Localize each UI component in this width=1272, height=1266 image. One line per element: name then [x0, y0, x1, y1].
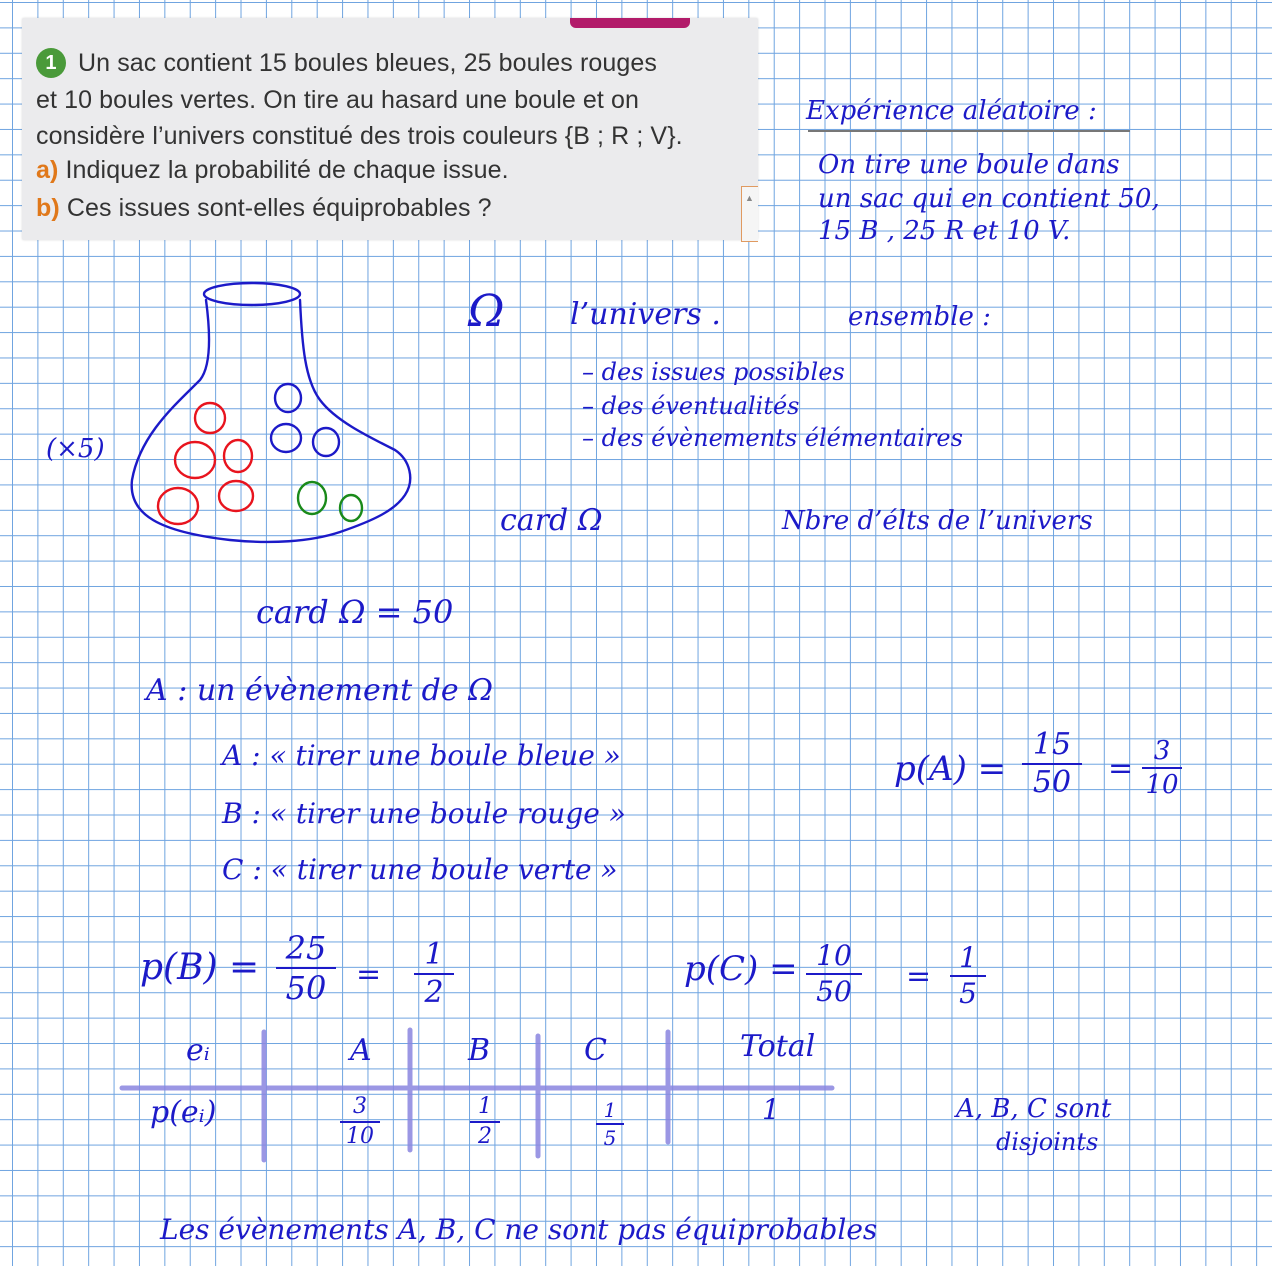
- equals-sign: =: [1108, 751, 1134, 786]
- bullet-evenements: – des évènements élémentaires: [582, 424, 963, 452]
- pC-lhs: p(C) =: [684, 949, 798, 989]
- exercise-question-a: a) Indiquez la probabilité de chaque issue.: [36, 156, 509, 184]
- red-ball: [158, 488, 198, 524]
- red-ball: [224, 440, 252, 472]
- green-ball: [340, 495, 362, 521]
- blue-ball: [275, 384, 301, 412]
- pB-lhs: p(B) =: [140, 947, 260, 988]
- pA-simplified: 3 10: [1142, 738, 1182, 798]
- event-A: A : « tirer une boule bleue »: [222, 739, 621, 772]
- pB-fraction: 25 50: [276, 932, 336, 1004]
- equals-sign: =: [906, 959, 932, 994]
- exercise-excerpt: [22, 18, 758, 240]
- table-col-total-head: Total: [740, 1029, 816, 1064]
- bag-outline: [132, 300, 411, 542]
- card-definition: Nbre d’élts de l’univers: [782, 506, 1093, 536]
- multiplier-note: (×5): [46, 434, 105, 464]
- experience-line-3: 15 B , 25 R et 10 V.: [818, 216, 1071, 246]
- exercise-line-3: considère l’univers constitué des trois couleurs {B ; R ; V}.: [36, 122, 683, 150]
- bag-opening: [204, 283, 300, 305]
- excerpt-header-tab: [570, 18, 690, 28]
- table-header-pei: p(eᵢ): [150, 1095, 217, 1130]
- bullet-eventualites: – des éventualités: [582, 392, 800, 420]
- exercise-number-badge: 1: [36, 48, 66, 78]
- table-pC: 1 5: [596, 1100, 624, 1148]
- table-col-A-head: A: [350, 1033, 372, 1068]
- event-B: B : « tirer une boule rouge »: [222, 797, 626, 830]
- conclusion: Les évènements A, B, C ne sont pas équiprobables: [160, 1213, 878, 1246]
- experience-line-2: un sac qui en contient 50,: [818, 184, 1160, 214]
- ensemble-label: ensemble :: [848, 302, 991, 332]
- univers-label: l’univers .: [570, 297, 721, 332]
- table-pA: 3 10: [340, 1096, 380, 1148]
- red-ball: [175, 442, 215, 478]
- red-ball: [195, 403, 225, 433]
- table-header-ei: eᵢ: [186, 1033, 210, 1068]
- equals-sign: =: [356, 957, 382, 992]
- bullet-issues: – des issues possibles: [582, 358, 845, 386]
- exercise-line-1: 1 Un sac contient 15 boules bleues, 25 boules rouges: [36, 48, 657, 78]
- blue-ball: [313, 428, 339, 456]
- table-pB: 1 2: [470, 1096, 500, 1148]
- pC-fraction: 10 50: [806, 942, 862, 1006]
- title-underline: [808, 130, 1130, 132]
- exercise-question-b: b) Ces issues sont-elles équiprobables ?: [36, 194, 492, 222]
- card-label: card Ω: [500, 503, 603, 538]
- event-C: C : « tirer une boule verte »: [222, 853, 618, 886]
- exercise-line-2: et 10 boules vertes. On tire au hasard une boule et on: [36, 86, 640, 114]
- pB-simplified: 1 2: [414, 940, 454, 1008]
- disjoint-note-line-2: disjoints: [996, 1128, 1099, 1156]
- omega-symbol: Ω: [468, 286, 505, 337]
- pC-simplified: 1 5: [950, 944, 986, 1008]
- disjoint-note-line-1: A, B, C sont: [956, 1094, 1112, 1124]
- table-col-C-head: C: [584, 1033, 607, 1068]
- event-intro: A : un évènement de Ω: [146, 673, 494, 708]
- pA-fraction: 15 50: [1022, 730, 1082, 798]
- blue-ball: [271, 424, 301, 452]
- experience-line-1: On tire une boule dans: [818, 150, 1120, 180]
- scroll-up-arrow[interactable]: ▲: [741, 186, 758, 242]
- red-ball: [219, 481, 253, 511]
- green-ball: [298, 482, 326, 514]
- pA-lhs: p(A) =: [894, 749, 1007, 789]
- table-col-B-head: B: [468, 1033, 491, 1068]
- card-equation: card Ω = 50: [256, 593, 454, 631]
- table-total-value: 1: [762, 1093, 780, 1126]
- bag-drawing: [120, 270, 420, 560]
- experience-title: Expérience aléatoire :: [806, 96, 1097, 126]
